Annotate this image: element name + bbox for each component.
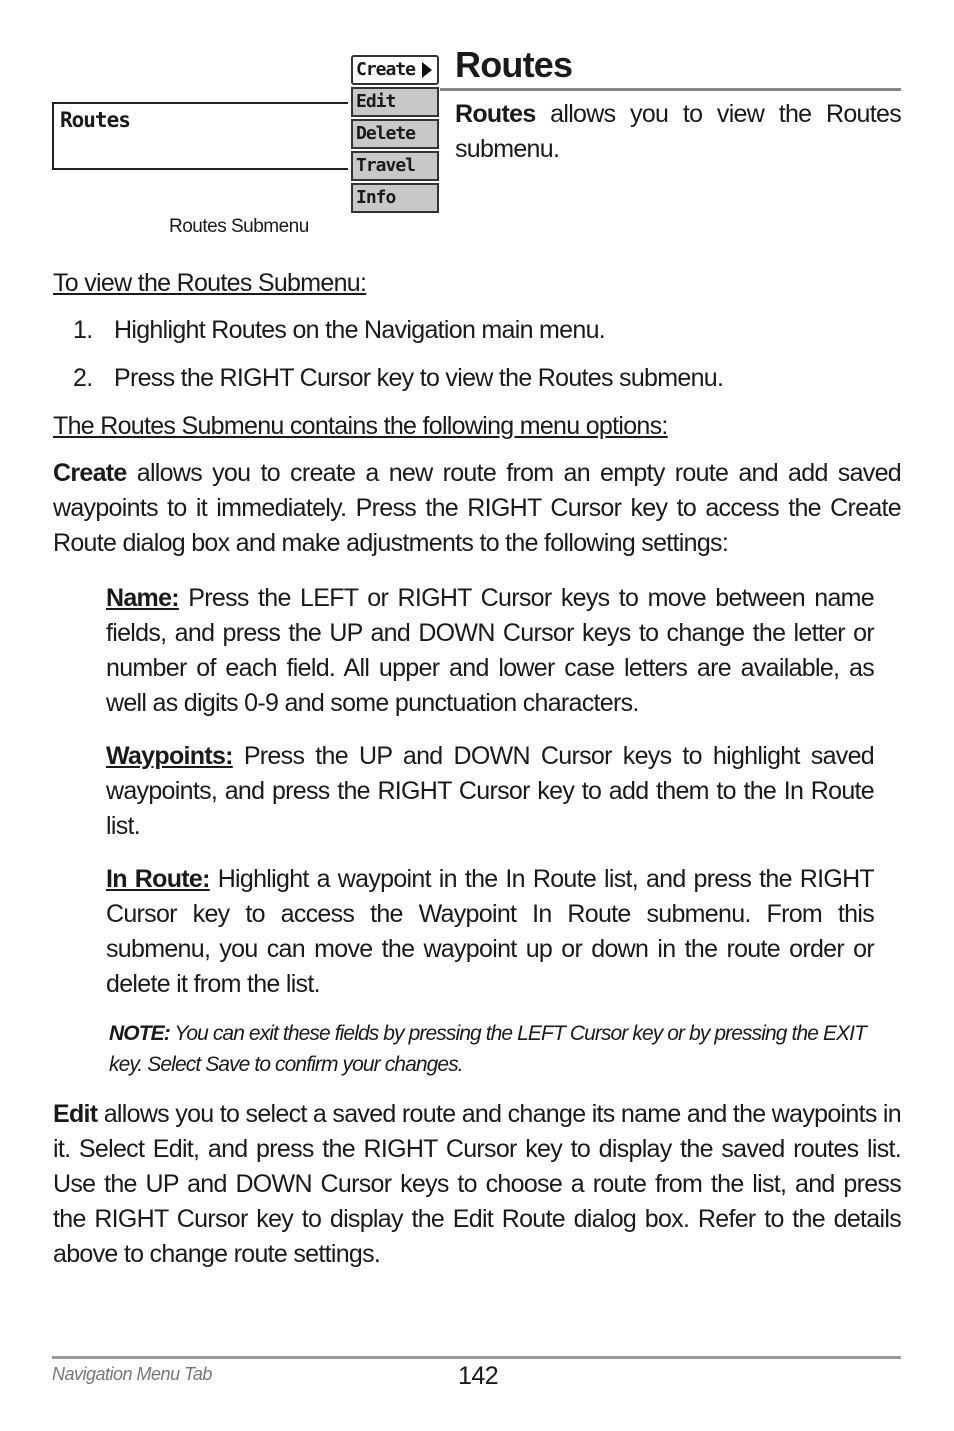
edit-paragraph bbox=[53, 1097, 901, 1272]
submenu-item-travel: Travel bbox=[351, 151, 439, 181]
submenu-item-delete: Delete bbox=[351, 119, 439, 149]
intro-term: Routes bbox=[455, 100, 536, 128]
step-item bbox=[53, 361, 901, 396]
footer-divider bbox=[52, 1356, 901, 1359]
submenu-item-create: Create bbox=[351, 55, 439, 85]
submenu-list bbox=[351, 55, 439, 215]
step-text: Highlight Routes on the Navigation main menu. bbox=[114, 316, 606, 344]
options-heading: The Routes Submenu contains the following menu options: bbox=[53, 412, 668, 440]
setting-text: Highlight a waypoint in the In Route list, and press the RIGHT Cursor key to access the Waypoint In Route submenu. From this submenu, you can move the waypoint up or down in the route order or delete it from the list. bbox=[106, 865, 875, 998]
edit-text: allows you to select a saved route and change its name and the waypoints in it. Select Edit, and press the RIGHT Cursor key to display the saved routes list. Use the UP and DOWN Cursor keys to choose a route from the list, and press the RIGHT Cursor key to display the Edit Route dialog box. Refer to the details above to change route settings. bbox=[53, 1100, 901, 1268]
setting-text: Press the LEFT or RIGHT Cursor keys to move between name fields, and press the UP and DOWN Cursor keys to change the letter or number of each field. All upper and lower case letters are available, as well as digits 0-9 and some punctuation characters. bbox=[106, 584, 874, 717]
intro-paragraph bbox=[455, 97, 901, 167]
main-menu-item-label: Routes bbox=[60, 108, 130, 132]
setting-in-route-paragraph bbox=[106, 862, 874, 1002]
submenu-item-edit: Edit bbox=[351, 87, 439, 117]
step-number: 1. bbox=[73, 316, 93, 344]
instruction-steps bbox=[53, 313, 901, 396]
routes-submenu-figure bbox=[52, 55, 442, 237]
step-item bbox=[53, 313, 901, 348]
create-term: Create bbox=[53, 459, 127, 487]
setting-name-paragraph bbox=[106, 581, 874, 721]
page-number: 142 bbox=[458, 1362, 499, 1390]
note-text: You can exit these fields by pressing the LEFT Cursor key or by pressing the EXIT key. Select Save to confirm your changes. bbox=[109, 1022, 867, 1076]
body-content bbox=[53, 266, 901, 1292]
main-menu-item-box bbox=[52, 102, 348, 170]
setting-term: In Route: bbox=[106, 865, 210, 893]
step-number: 2. bbox=[73, 364, 93, 392]
edit-term: Edit bbox=[53, 1100, 98, 1128]
setting-waypoints-paragraph bbox=[106, 739, 874, 844]
figure-caption: Routes Submenu bbox=[169, 216, 309, 237]
footer-section-name: Navigation Menu Tab bbox=[52, 1364, 212, 1384]
right-arrow-icon bbox=[422, 62, 432, 78]
note-paragraph bbox=[109, 1018, 874, 1080]
setting-term: Name: bbox=[106, 584, 179, 612]
step-text: Press the RIGHT Cursor key to view the Routes submenu. bbox=[114, 364, 724, 392]
submenu-item-info: Info bbox=[351, 183, 439, 213]
section-title: Routes bbox=[455, 44, 573, 85]
instructions-heading: To view the Routes Submenu: bbox=[53, 269, 367, 297]
create-paragraph bbox=[53, 456, 901, 561]
setting-term: Waypoints: bbox=[106, 742, 233, 770]
setting-text: Press the UP and DOWN Cursor keys to highlight saved waypoints, and press the RIGHT Cursor key to add them to the In Route list. bbox=[106, 742, 874, 840]
title-divider bbox=[440, 88, 901, 91]
note-label: NOTE: bbox=[109, 1022, 170, 1045]
create-text: allows you to create a new route from an empty route and add saved waypoints to it immediately. Press the RIGHT Cursor key to access the Create Route dialog box and make adjustments to the following settings: bbox=[53, 459, 901, 557]
intro-text: allows you to view the Routes submenu. bbox=[455, 100, 901, 163]
